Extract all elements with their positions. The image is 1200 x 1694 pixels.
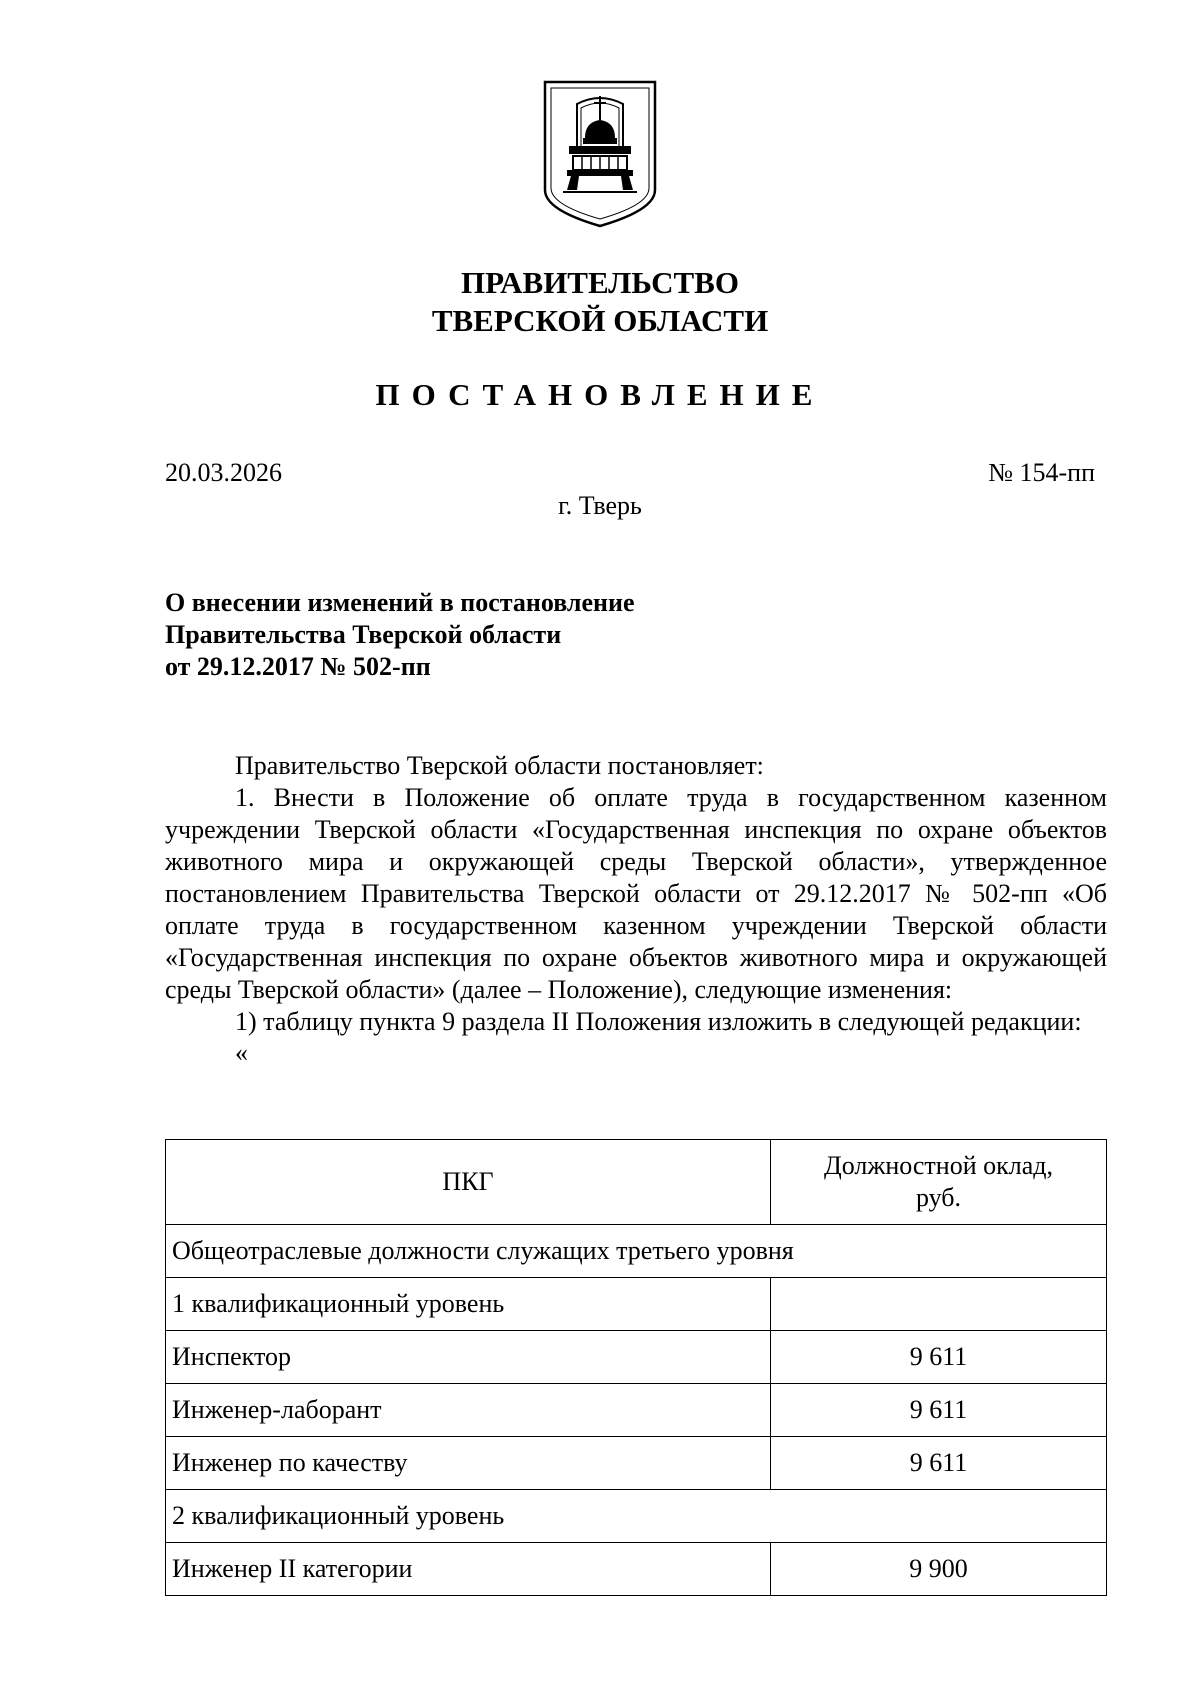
position-cell: Инспектор (166, 1331, 771, 1384)
subpoint-1-paragraph: 1) таблицу пункта 9 раздела II Положения изложить в следующей редакции: (235, 1007, 1082, 1036)
point-1-paragraph: 1. Внести в Положение об оплате труда в государственном казенном учреждении Тверской области «Государственная инспекция по охране объектов животного мира и окружающей среды Тверской области», утвержденное постановлением Правительства Тверской области от 29.12.2017 № 502-пп «Об оплате труда в государственном казенном учреждении Тверской области «Государственная инспекция по охране объектов животного мира и окружающей среды Тверской области» (далее – Положение), следующие изменения: (165, 783, 1107, 1004)
position-cell: Инженер II категории (166, 1543, 771, 1596)
header-salary (771, 1140, 1107, 1225)
table-row (166, 1225, 1107, 1278)
title-line-2: Правительства Тверской области (165, 620, 562, 649)
position-cell: 1 квалификационный уровень (166, 1278, 771, 1331)
salary-table (165, 1139, 1107, 1596)
document-title (165, 587, 865, 683)
salary-cell (771, 1278, 1107, 1331)
table-header-row (166, 1140, 1107, 1225)
table-row (166, 1384, 1107, 1437)
salary-cell: 9 611 (771, 1331, 1107, 1384)
document-city: г. Тверь (558, 491, 642, 520)
header-salary-line-2: руб. (915, 1183, 962, 1212)
table-row (166, 1543, 1107, 1596)
organization-name-line-2: ТВЕРСКОЙ ОБЛАСТИ (431, 303, 769, 338)
document-body (165, 750, 1107, 1068)
table-row (166, 1437, 1107, 1490)
organization-name-line-1: ПРАВИТЕЛЬСТВО (461, 265, 739, 300)
document-date: 20.03.2026 (165, 458, 282, 487)
document-type: ПОСТАНОВЛЕНИЕ (375, 377, 825, 412)
intro-paragraph: Правительство Тверской области постановляет: (235, 751, 764, 780)
position-cell: Инженер по качеству (166, 1437, 771, 1490)
group-cell: Общеотраслевые должности служащих третьего уровня (166, 1225, 1107, 1278)
opening-quote: « (235, 1038, 248, 1067)
header-salary-line-1: Должностной оклад, (824, 1151, 1053, 1180)
group-cell: 2 квалификационный уровень (166, 1490, 1107, 1543)
title-line-1: О внесении изменений в постановление (165, 588, 635, 617)
document-number: № 154-пп (988, 458, 1095, 487)
title-line-3: от 29.12.2017 № 502-пп (165, 652, 431, 681)
table-row (166, 1331, 1107, 1384)
position-cell: Инженер-лаборант (166, 1384, 771, 1437)
header-pkg: ПКГ (166, 1140, 771, 1225)
coat-of-arms-emblem (537, 78, 663, 230)
salary-cell: 9 900 (771, 1543, 1107, 1596)
table-row (166, 1490, 1107, 1543)
salary-cell: 9 611 (771, 1437, 1107, 1490)
table-row (166, 1278, 1107, 1331)
salary-cell: 9 611 (771, 1384, 1107, 1437)
